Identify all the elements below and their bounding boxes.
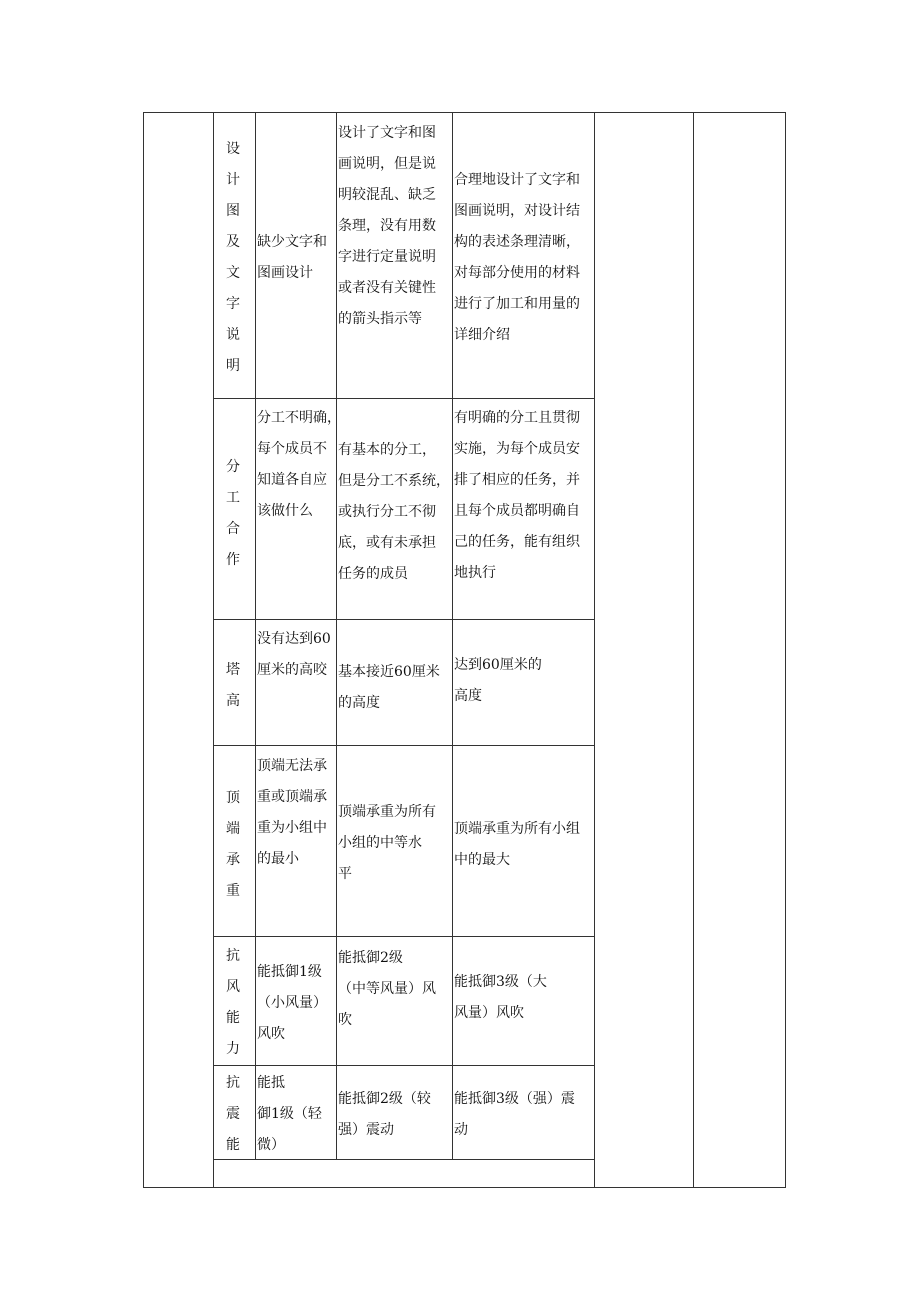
col-divider (693, 112, 694, 1188)
level2-wind-resistance: 能抵御2级 （中等风量）风 吹 (338, 950, 436, 1028)
criterion-top-load: 顶 端 承 重 (226, 790, 240, 899)
level1-teamwork: 分工不明确， 每个成员不 知道各自应 该做什么 (257, 410, 341, 519)
row-divider (213, 619, 594, 620)
col-divider (213, 112, 214, 1188)
row-divider (213, 1065, 594, 1066)
level2-teamwork: 有基本的分工， 但是分工不系统， 或执行分工不彻 底，或有未承担 任务的成员 (338, 442, 450, 582)
level3-top-load: 顶端承重为所有小组 中的最大 (454, 821, 580, 868)
table-border-bottom (143, 1187, 786, 1188)
criterion-quake-resistance: 抗 震 能 (226, 1075, 240, 1153)
level3-quake-resistance: 能抵御3级（强）震 动 (454, 1091, 575, 1138)
criterion-design-drawing: 设 计 图 及 文 字 说 明 (226, 141, 240, 374)
level3-design-drawing: 合理地设计了文字和 图画说明，对设计结 构的表述条理清晰， 对每部分使用的材料 进行了加工和用量的 详细介绍 (454, 172, 580, 343)
row-divider (213, 398, 594, 399)
row-divider (213, 745, 594, 746)
level1-top-load: 顶端无法承 重或顶端承 重为小组中 的最小 (257, 758, 327, 867)
criterion-teamwork: 分 工 合 作 (226, 459, 240, 568)
level2-design-drawing: 设计了文字和图 画说明，但是说 明较混乱、缺乏 条理，没有用数 字进行定量说明 或者没有关键性 的箭头指示等 (338, 125, 436, 327)
col-divider (336, 112, 337, 1159)
table-border-right (785, 112, 786, 1188)
col-divider (594, 112, 595, 1188)
col-divider (255, 112, 256, 1159)
level1-tower-height: 没有达到60 厘米的高咬 (257, 631, 331, 678)
level2-top-load: 顶端承重为所有 小组的中等水 平 (338, 804, 436, 882)
level1-quake-resistance: 能抵 御1级（轻 微） (257, 1075, 322, 1153)
level2-tower-height: 基本接近60厘米 的高度 (338, 664, 440, 711)
col-divider (452, 112, 453, 1159)
level3-teamwork: 有明确的分工且贯彻 实施，为每个成员安 排了相应的任务，并 且每个成员都明确自 己的任务，能有组织 地执行 (454, 410, 580, 581)
table-border-left (143, 112, 144, 1188)
level1-design-drawing: 缺少文字和 图画设计 (257, 234, 327, 281)
level3-wind-resistance: 能抵御3级（大 风量）风吹 (454, 974, 547, 1021)
criterion-wind-resistance: 抗 风 能 力 (226, 948, 240, 1057)
level3-tower-height: 达到60厘米的 高度 (454, 657, 542, 704)
table-border-top (143, 112, 786, 113)
criterion-tower-height: 塔 高 (226, 662, 240, 709)
level2-quake-resistance: 能抵御2级（较 强）震动 (338, 1091, 431, 1138)
row-divider (213, 936, 594, 937)
level1-wind-resistance: 能抵御1级 （小风量） 风吹 (257, 964, 327, 1042)
